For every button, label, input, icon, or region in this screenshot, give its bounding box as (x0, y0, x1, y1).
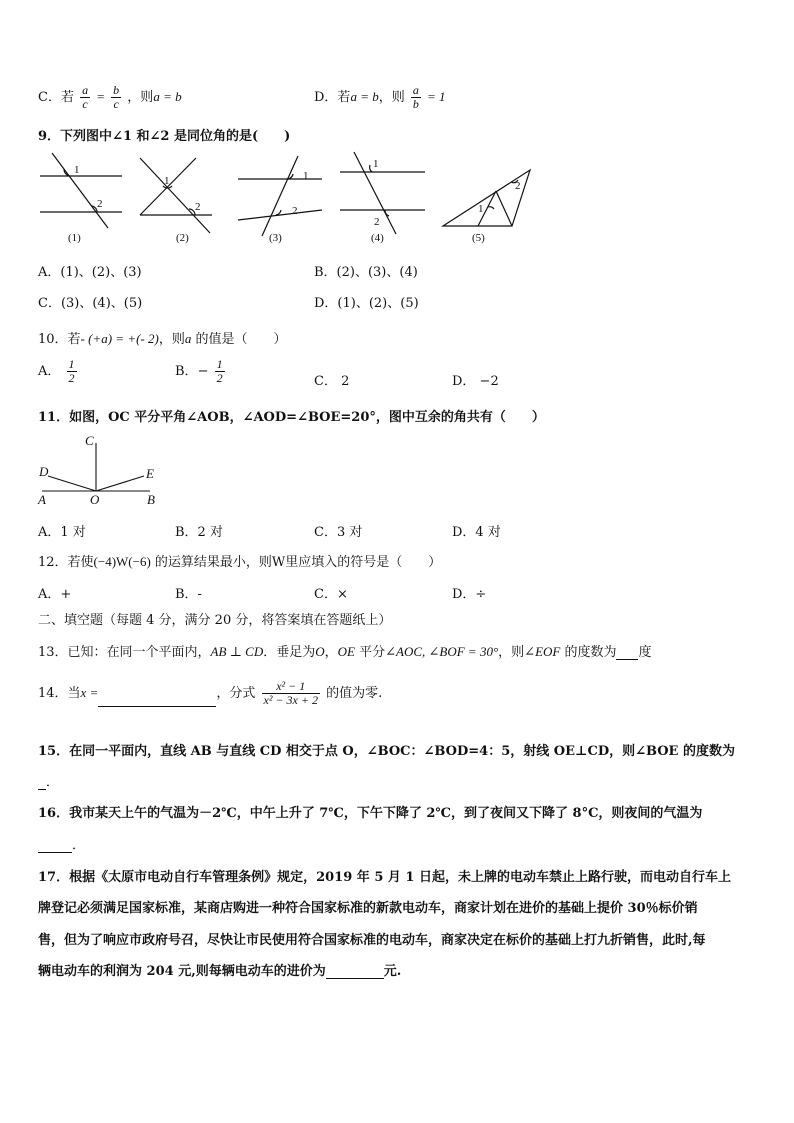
q10-stem (38, 328, 287, 347)
angle-label: 1 (74, 164, 80, 176)
option-label: B． (175, 364, 198, 379)
math-expr: - (+a) = +(- 2) (80, 331, 159, 346)
q9-option-b: B．(2)、(3)、(4) (314, 265, 418, 280)
section-heading: 二、填空题（每题 4 分，满分 20 分，将答案填在答题纸上） (38, 613, 392, 628)
figure-caption: (1) (68, 232, 81, 244)
unit: 度 (638, 645, 652, 660)
point-label: E (146, 466, 154, 481)
q9-option-d: D．(1)、(2)、(5) (314, 296, 419, 311)
denominator: b (412, 97, 419, 111)
point-label: C (85, 433, 94, 448)
q17-line-4 (38, 960, 401, 979)
angle-label: 2 (374, 216, 380, 228)
figure-caption: (5) (472, 232, 485, 244)
text: ，则 (378, 90, 405, 105)
math-expr: AB ⊥ CD (210, 644, 264, 659)
text: ，分式 (216, 686, 256, 701)
q11-stem: 11．如图，OC 平分平角∠AOB，∠AOD=∠BOE=20°，图中互余的角共有（ ） (38, 410, 545, 425)
q12-option-c: C．× (314, 587, 348, 602)
text: ， (324, 645, 338, 660)
point-label: A (38, 492, 46, 507)
fig4-angle-arc (385, 210, 389, 216)
fig1-transversal (52, 153, 108, 228)
angle-label: 1 (303, 170, 309, 182)
point-label: O (90, 492, 100, 507)
text: 辆电动车的利润为 204 元,则每辆电动车的进价为 (38, 964, 326, 979)
q16-line-2 (38, 834, 85, 853)
numerator: b (113, 83, 120, 97)
fig5-segment (496, 191, 512, 226)
fig5-triangle (443, 170, 530, 226)
math-expr: = 1 (427, 89, 446, 104)
answer-blank[interactable] (38, 838, 72, 853)
q9-option-a: A．(1)、(2)、(3) (38, 265, 142, 280)
angle-label: 2 (292, 205, 298, 217)
numerator: 1 (68, 357, 75, 371)
q15-line-1: 15．在同一平面内，直线 AB 与直线 CD 相交于点 O，∠BOC：∠BOD=4：5，射线 OE⊥CD，则∠BOE 的度数为 (38, 744, 735, 759)
math-var: x = (80, 685, 99, 700)
math-expr: OE (337, 644, 355, 659)
math-expr: ∠AOC, ∠BOF = 30° (385, 644, 499, 659)
q9-stem: 9．下列图中∠1 和∠2 是同位角的是( ) (38, 129, 291, 144)
numerator: 1 (216, 357, 223, 371)
fraction (262, 680, 320, 707)
fraction (215, 358, 225, 385)
ray-od (48, 476, 96, 491)
text: ，则 (498, 645, 525, 660)
q11-option-c: C．3 对 (314, 525, 363, 540)
numerator: a (82, 83, 89, 97)
q12-stem (38, 551, 441, 570)
fig3-transversal (262, 156, 298, 236)
fraction (67, 358, 77, 385)
text: ，则 (127, 90, 154, 105)
q10-option-c: C． 2 (314, 374, 350, 389)
q11-option-b: B．2 对 (175, 525, 223, 540)
text: 平分 (354, 645, 386, 660)
text: 的运算结果最小，则W里应填入的符号是（ ） (150, 555, 442, 570)
denominator: x² − 3x + 2 (263, 693, 318, 707)
question-number: 12．若使 (38, 555, 94, 570)
q17-line-3: 售，但为了响应市政府号召，尽快让市民使用符合国家标准的电动车，商家决定在标价的基础上打九折销售，此时,每 (38, 933, 706, 948)
equals-sign: = (96, 89, 106, 104)
q10-option-d: D． −2 (452, 374, 499, 389)
math-expr: (−4)W(−6) (93, 554, 151, 569)
figure-caption: (3) (269, 232, 282, 244)
question-number: 14．当 (38, 686, 81, 701)
text: 的度数为 (560, 645, 617, 660)
angle-label: 1 (478, 203, 484, 215)
text: 的值是（ ） (191, 332, 287, 347)
math-expr: ∠EOF (524, 644, 561, 659)
text: ． (46, 775, 60, 790)
q9-option-c: C．(3)、(4)、(5) (38, 296, 143, 311)
q12-option-d: D．÷ (452, 587, 487, 602)
answer-blank[interactable] (38, 775, 46, 790)
text: ．垂足为 (263, 645, 316, 660)
q10-option-b (175, 358, 227, 385)
q17-line-2: 牌登记必须满足国家标准，某商店购进一种符合国家标准的新款电动车，商家计划在进价的基础上提价 30％标价销 (38, 901, 698, 916)
q11-figure (30, 428, 200, 508)
fraction (411, 84, 421, 111)
angle-label: 2 (97, 198, 103, 210)
fig4-angle-arc (370, 165, 372, 172)
question-number: 10．若 (38, 332, 81, 347)
math-expr: a = b (350, 89, 379, 104)
q10-option-a (38, 358, 79, 385)
q11-option-a: A．1 对 (38, 525, 86, 540)
q11-option-d: D．4 对 (452, 525, 501, 540)
angle-label: 2 (195, 201, 201, 213)
q8-option-c (38, 84, 182, 111)
denominator: c (113, 97, 119, 111)
q13-stem (38, 641, 652, 660)
text: 元. (383, 964, 402, 979)
figure-caption: (4) (371, 232, 384, 244)
question-number: 13．已知：在同一个平面内， (38, 645, 211, 660)
fig3-angle-arc (276, 210, 281, 215)
math-var: O (315, 644, 325, 659)
option-label: D．若 (314, 90, 351, 105)
denominator: 2 (68, 371, 75, 385)
ray-oe (96, 476, 144, 491)
denominator: 2 (216, 371, 223, 385)
fig5-angle-arc (488, 207, 494, 209)
answer-blank[interactable] (98, 692, 216, 707)
angle-label: 2 (515, 180, 521, 192)
text: ，则 (158, 332, 185, 347)
answer-blank[interactable] (616, 645, 638, 660)
math-var: a (184, 331, 192, 346)
figure-caption: (2) (176, 232, 189, 244)
q8-option-d (314, 84, 446, 111)
q14-stem (38, 680, 382, 707)
math-expr: a = b (153, 89, 182, 104)
angle-label: 1 (373, 158, 379, 170)
answer-blank[interactable] (326, 964, 384, 979)
q12-option-b: B．- (175, 587, 202, 602)
text: 的值为零. (326, 686, 383, 701)
q17-line-1: 17．根据《太原市电动自行车管理条例》规定，2019 年 5 月 1 日起，未上牌的电动车禁止上路行驶，而电动自行车上 (38, 870, 731, 885)
fraction (111, 84, 121, 111)
q12-option-a: A．+ (38, 587, 72, 602)
fraction (80, 84, 90, 111)
option-label: C．若 (38, 90, 74, 105)
option-label: A． (38, 364, 61, 379)
point-label: D (39, 464, 49, 479)
numerator: a (412, 83, 419, 97)
numerator: x² − 1 (262, 680, 320, 694)
angle-label: 1 (164, 175, 170, 187)
text: ． (72, 838, 86, 853)
minus-sign: − (197, 364, 209, 379)
denominator: c (82, 97, 88, 111)
q15-line-2 (38, 771, 59, 790)
q9-figures (0, 148, 794, 248)
q16-line-1: 16．我市某天上午的气温为－2℃，中午上升了 7℃，下午下降了 2℃，到了夜间又下降了 8°C，则夜间的气温为 (38, 806, 703, 821)
fig2-line-1 (140, 158, 210, 233)
point-label: B (147, 492, 155, 507)
